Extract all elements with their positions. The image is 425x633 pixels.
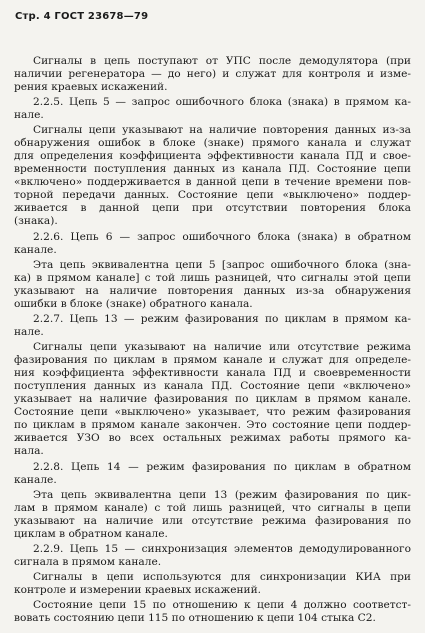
text-line: ния коэффициента эффективности канала ПД и своевременности [14, 367, 411, 379]
text-line: для определения коэффициента эффективности канала ПД и свое- [14, 150, 411, 162]
text-line: Состояние цепи 15 по отношению к цепи 4 должно соответст- [33, 599, 411, 611]
section-heading: 2.2.5. Цепь 5 — запрос ошибочного блока (знака) в прямом ка- [33, 96, 411, 108]
section-heading: 2.2.7. Цепь 13 — режим фазирования по циклам в прямом ка- [33, 313, 411, 325]
text-line: канале. [14, 474, 57, 486]
text-line: рения краевых искажений. [14, 81, 168, 93]
text-line: (знака). [14, 215, 58, 227]
text-line: контроле и измерении краевых искажений. [14, 584, 262, 596]
text-line: вовать состоянию цепи 115 по отношению к цепи 104 стыка С2. [14, 612, 376, 624]
text-line: по циклам в прямом канале закончен. Это состояние цепи поддер- [14, 419, 411, 431]
text-line: временности поступления данных из канала ПД. Состояние цепи [14, 163, 411, 175]
text-line: поступления данных из канала ПД. Состояние цепи «включено» [14, 380, 411, 392]
text-line: указывает на наличие фазирования по циклам в прямом канале. [14, 393, 411, 405]
text-line: Сигналы в цепь поступают от УПС после демодулятора (при [33, 55, 411, 67]
text-line: нала. [14, 445, 44, 457]
section-heading: 2.2.8. Цепь 14 — режим фазирования по циклам в обратном [33, 461, 411, 473]
text-line: указывают на наличие повторения данных из-за обнаружения [14, 285, 411, 297]
text-line: ка) в прямом канале] с той лишь разницей, что сигналы этой цепи [14, 272, 411, 284]
text-line: нале. [14, 109, 44, 121]
text-line: сигнала в прямом канале. [14, 556, 162, 568]
text-line: фазирования по циклам в прямом канале и служат для определе- [14, 354, 411, 366]
text-line: «включено» поддерживается в данной цепи в течение времени пов- [14, 176, 411, 188]
text-line: лам в прямом канале) с той лишь разницей, что сигналы в цепи [14, 502, 411, 514]
text-line: торной передачи данных. Состояние цепи «выключено» поддер- [14, 189, 411, 201]
text-line: ошибки в блоке (знаке) обратного канала. [14, 298, 253, 310]
text-line: канале. [14, 244, 57, 256]
text-line: живается УЗО во всех остальных режимах работы прямого ка- [14, 432, 411, 444]
text-line: обнаружения ошибок в блоке (знаке) прямого канала и служат [14, 137, 411, 149]
text-line: Эта цепь эквивалентна цепи 13 (режим фазирования по цик- [33, 489, 411, 501]
page-header: Стр. 4 ГОСТ 23678—79 [15, 11, 149, 22]
text-line: наличии регенератора — до него) и служат для контроля и изме- [14, 68, 411, 80]
section-heading: 2.2.9. Цепь 15 — синхронизация элементов демодулированного [33, 543, 411, 555]
text-line: Сигналы в цепи используются для синхронизации КИА при [33, 571, 411, 583]
text-line: живается в данной цепи при отсутствии повторения блока [14, 202, 411, 214]
text-line: Сигналы цепи указывают на наличие повторения данных из-за [33, 124, 411, 136]
text-line: Состояние цепи «выключено» указывает, что режим фазирования [14, 406, 411, 418]
text-line: Эта цепь эквивалентна цепи 5 [запрос ошибочного блока (зна- [33, 259, 411, 271]
text-line: циклам в обратном канале. [14, 528, 168, 540]
text-line: Сигналы цепи указывают на наличие или отсутствие режима [33, 341, 411, 353]
section-heading: 2.2.6. Цепь 6 — запрос ошибочного блока (знака) в обратном [33, 231, 411, 243]
text-line: нале. [14, 326, 44, 338]
text-line: указывают на наличие или отсутствие режима фазирования по [14, 515, 411, 527]
